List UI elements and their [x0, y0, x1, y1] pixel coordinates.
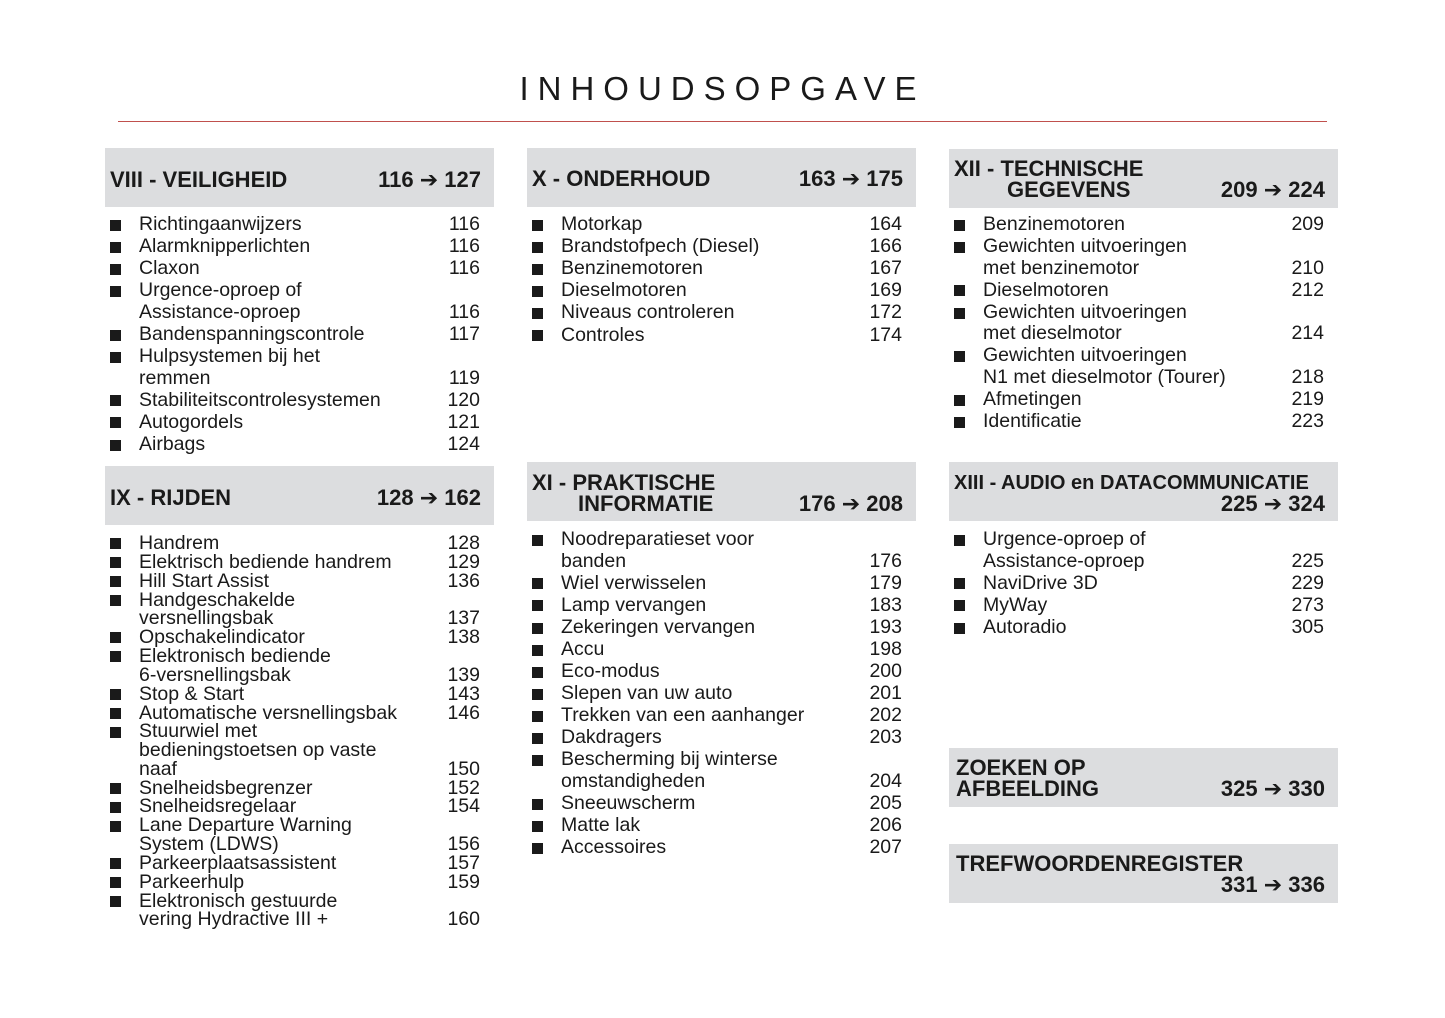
- list-item[interactable]: [532, 325, 902, 347]
- arrow-right-icon: ➔: [841, 491, 861, 516]
- entry-page: 143: [447, 682, 480, 705]
- entry-label: Urgence-oproep of: [139, 279, 302, 302]
- list-item[interactable]: [110, 346, 480, 389]
- entry-label: Sneeuwscherm: [561, 792, 696, 814]
- section-title: VIII - VEILIGHEID: [110, 167, 288, 192]
- entry-page: 129: [447, 550, 480, 573]
- bullet-square-icon: [532, 308, 543, 319]
- range-end: 162: [444, 485, 481, 510]
- entry-page: 205: [869, 792, 902, 814]
- range-start: 128: [376, 485, 414, 510]
- bullet-square-icon: [110, 595, 121, 606]
- entry-page: 212: [1291, 278, 1324, 301]
- entry-label: Identificatie: [983, 410, 1082, 433]
- list-item[interactable]: [532, 595, 902, 617]
- list-item[interactable]: [954, 617, 1324, 639]
- section-title: TREFWOORDENREGISTER: [956, 851, 1244, 876]
- entry-page: 225: [1291, 549, 1324, 572]
- entry-label: naaf: [139, 757, 177, 780]
- entry-label: bedieningstoetsen op vaste: [139, 738, 377, 761]
- list-item[interactable]: [110, 682, 480, 705]
- entry-page: 152: [447, 776, 480, 799]
- bullet-square-icon: [532, 242, 543, 253]
- list-item[interactable]: [532, 705, 902, 727]
- list-item[interactable]: [954, 573, 1324, 595]
- entry-page: 174: [869, 323, 902, 346]
- entry-label: Lane Departure Warning: [139, 814, 352, 837]
- entry-page: 167: [869, 257, 902, 280]
- range-end: 175: [866, 166, 903, 191]
- list-item[interactable]: [110, 797, 480, 816]
- section-title: INFORMATIE: [578, 491, 714, 516]
- list-item[interactable]: [532, 573, 902, 595]
- list-item[interactable]: [110, 534, 480, 553]
- bullet-square-icon: [110, 632, 121, 643]
- entry-label: Benzinemotoren: [561, 257, 704, 280]
- entry-label: Handgeschakelde: [139, 588, 296, 611]
- entry-label: Zekeringen vervangen: [561, 615, 756, 638]
- entry-label: Dakdragers: [561, 726, 662, 749]
- entry-page: 223: [1291, 410, 1324, 433]
- list-item[interactable]: [532, 749, 902, 792]
- list-item[interactable]: [954, 236, 1324, 279]
- list-item[interactable]: [954, 214, 1324, 236]
- bullet-square-icon: [954, 285, 965, 296]
- entry-page: 207: [869, 836, 902, 859]
- range-start: 209: [1220, 177, 1258, 202]
- entry-page: 139: [447, 663, 480, 686]
- list-item[interactable]: [954, 345, 1324, 388]
- bullet-square-icon: [110, 576, 121, 587]
- entry-page: 204: [869, 769, 902, 792]
- bullet-square-icon: [110, 802, 121, 813]
- list-item[interactable]: [110, 851, 480, 874]
- bullet-square-icon: [532, 689, 543, 700]
- entry-label: Lamp vervangen: [561, 593, 707, 616]
- list-item[interactable]: [954, 529, 1324, 572]
- bullet-square-icon: [954, 578, 965, 589]
- entry-label: Airbags: [139, 432, 206, 455]
- list-item[interactable]: [110, 280, 480, 323]
- list-item[interactable]: [110, 236, 480, 258]
- arrow-right-icon: ➔: [419, 485, 439, 510]
- bullet-square-icon: [532, 667, 543, 678]
- list-item[interactable]: [532, 236, 902, 258]
- entry-label: Benzinemotoren: [983, 213, 1126, 235]
- section-title: AFBEELDING: [956, 776, 1099, 801]
- entry-label: Claxon: [139, 257, 200, 280]
- range-start: 331: [1220, 872, 1258, 897]
- bullet-square-icon: [532, 220, 543, 231]
- entry-label: N1 met dieselmotor (Tourer): [983, 365, 1226, 388]
- bullet-square-icon: [110, 395, 121, 406]
- entry-label: Elektronisch bediende: [139, 645, 331, 668]
- section-header-xi[interactable]: [527, 462, 916, 521]
- entry-page: 209: [1291, 213, 1324, 235]
- entry-label: versnellingsbak: [139, 607, 274, 630]
- list-item[interactable]: [110, 647, 480, 684]
- entry-page: 176: [869, 549, 902, 572]
- list-item[interactable]: [110, 588, 480, 630]
- list-item[interactable]: [110, 258, 480, 280]
- entry-page: 160: [447, 908, 480, 931]
- list-item[interactable]: [532, 529, 902, 572]
- section-title: IX - RIJDEN: [110, 485, 232, 510]
- list-item[interactable]: [532, 793, 902, 815]
- list-item[interactable]: [532, 639, 902, 661]
- bullet-square-icon: [110, 689, 121, 700]
- bullet-square-icon: [532, 578, 543, 589]
- range-end: 324: [1288, 491, 1325, 516]
- entry-page: 150: [447, 757, 480, 780]
- entry-label: Gewichten uitvoeringen: [983, 344, 1187, 367]
- section-header-xiii[interactable]: [949, 462, 1338, 521]
- list-item[interactable]: [110, 214, 480, 236]
- entry-page: 214: [1291, 322, 1324, 345]
- entry-page: 198: [869, 637, 902, 660]
- entry-label: Opschakelindicator: [139, 626, 305, 649]
- section-header-trefwoorden[interactable]: [949, 844, 1338, 903]
- list-item[interactable]: [110, 776, 480, 799]
- bullet-square-icon: [532, 645, 543, 656]
- list-item[interactable]: [110, 550, 480, 573]
- section-header-xii[interactable]: [949, 149, 1338, 208]
- section-page-range: [377, 487, 481, 509]
- bullet-square-icon: [532, 711, 543, 722]
- list-item[interactable]: [954, 389, 1324, 411]
- list-item[interactable]: [532, 815, 902, 837]
- section-page-range: [1221, 179, 1325, 201]
- entry-label: vering Hydractive III +: [139, 908, 329, 931]
- bullet-square-icon: [110, 858, 121, 869]
- range-start: 163: [798, 166, 836, 191]
- entry-label: Brandstofpech (Diesel): [561, 235, 760, 258]
- entry-page: 119: [448, 366, 480, 389]
- page-title: INHOUDSOPGAVE: [519, 70, 926, 107]
- entry-label: omstandigheden: [561, 769, 706, 792]
- bullet-square-icon: [110, 727, 121, 738]
- entry-page: 120: [447, 388, 480, 411]
- title-divider: [118, 121, 1327, 122]
- entry-label: Parkeerplaatsassistent: [139, 851, 337, 874]
- entry-page: 305: [1291, 615, 1324, 638]
- bullet-square-icon: [110, 821, 121, 832]
- list-item[interactable]: [532, 258, 902, 280]
- entry-label: Autogordels: [139, 410, 244, 433]
- entry-page: 116: [448, 300, 480, 323]
- entry-label: Assistance-oproep: [139, 300, 301, 323]
- bullet-square-icon: [954, 308, 965, 319]
- bullet-square-icon: [954, 417, 965, 428]
- entry-label: Hulpsystemen bij het: [139, 345, 321, 367]
- entry-label: remmen: [139, 366, 211, 389]
- section-page-range: [378, 169, 481, 191]
- entry-label: System (LDWS): [139, 832, 279, 855]
- entry-page: 183: [869, 593, 902, 616]
- section-page-range: [799, 493, 903, 515]
- list-item[interactable]: [532, 302, 902, 324]
- entry-page: 210: [1291, 256, 1324, 279]
- range-start: 176: [798, 491, 836, 516]
- list-item[interactable]: [110, 434, 480, 456]
- section-title: X - ONDERHOUD: [532, 166, 711, 191]
- bullet-square-icon: [110, 440, 121, 451]
- bullet-square-icon: [110, 220, 121, 231]
- section-page-range: [1221, 493, 1325, 515]
- entry-page: 169: [869, 279, 902, 302]
- entry-page: 166: [869, 235, 902, 258]
- entry-label: Dieselmotoren: [561, 279, 687, 302]
- list-item[interactable]: [954, 280, 1324, 302]
- entry-label: met dieselmotor: [983, 322, 1122, 345]
- entry-label: MyWay: [983, 593, 1048, 616]
- range-end: 208: [866, 491, 903, 516]
- section-header-zoeken[interactable]: [949, 748, 1338, 807]
- entry-label: Accessoires: [561, 836, 667, 859]
- entry-label: Accu: [561, 637, 605, 660]
- entry-label: Slepen van uw auto: [561, 682, 733, 705]
- list-item[interactable]: [532, 727, 902, 749]
- range-start: 325: [1220, 776, 1258, 801]
- section-header-ix[interactable]: [105, 466, 494, 525]
- bullet-square-icon: [954, 623, 965, 634]
- entry-label: Richtingaanwijzers: [139, 213, 302, 235]
- list-item[interactable]: [954, 411, 1324, 433]
- arrow-right-icon: ➔: [1263, 491, 1283, 516]
- list-item[interactable]: [532, 661, 902, 683]
- bullet-square-icon: [532, 755, 543, 766]
- entry-page: 219: [1291, 388, 1324, 410]
- entry-label: NaviDrive 3D: [983, 571, 1098, 594]
- list-item[interactable]: [110, 816, 480, 853]
- entry-page: 273: [1291, 593, 1324, 616]
- list-item[interactable]: [532, 837, 902, 859]
- section-header-x[interactable]: [527, 148, 916, 207]
- entry-label: Hill Start Assist: [139, 569, 270, 592]
- list-item[interactable]: [110, 722, 480, 778]
- entry-page: 179: [869, 571, 902, 594]
- entry-label: Stop & Start: [139, 682, 245, 705]
- entry-label: Assistance-oproep: [983, 549, 1145, 572]
- arrow-right-icon: ➔: [1263, 177, 1283, 202]
- bullet-square-icon: [532, 535, 543, 546]
- entry-label: Niveaus controleren: [561, 301, 735, 324]
- bullet-square-icon: [110, 242, 121, 253]
- list-item[interactable]: [110, 701, 480, 724]
- bullet-square-icon: [110, 417, 121, 428]
- bullet-square-icon: [954, 600, 965, 611]
- entry-label: Gewichten uitvoeringen: [983, 300, 1187, 323]
- entry-page: 136: [447, 569, 480, 592]
- entry-page: 202: [869, 704, 902, 727]
- bullet-square-icon: [110, 877, 121, 888]
- bullet-square-icon: [532, 264, 543, 275]
- list-item[interactable]: [532, 617, 902, 639]
- entry-page: 157: [447, 851, 480, 874]
- entry-page: 116: [448, 257, 480, 280]
- list-item[interactable]: [110, 889, 480, 931]
- entry-page: 206: [869, 814, 902, 837]
- entry-page: 116: [448, 213, 480, 235]
- list-item[interactable]: [110, 324, 480, 346]
- entry-label: Matte lak: [561, 814, 641, 837]
- bullet-square-icon: [532, 330, 543, 341]
- entry-label: Elektrisch bediende handrem: [139, 550, 392, 573]
- bullet-square-icon: [532, 843, 543, 854]
- entry-label: Automatische versnellingsbak: [139, 701, 397, 724]
- entry-label: Bandenspanningscontrole: [139, 322, 365, 345]
- list-item[interactable]: [110, 390, 480, 412]
- entry-page: 138: [447, 626, 480, 649]
- section-title: XII - TECHNISCHE: [954, 156, 1144, 181]
- entry-page: 124: [447, 432, 480, 455]
- bullet-square-icon: [110, 286, 121, 297]
- entry-label: Afmetingen: [983, 388, 1082, 410]
- entry-label: Urgence-oproep of: [983, 528, 1146, 550]
- entry-page: 146: [447, 701, 480, 724]
- entry-label: Stabiliteitscontrolesystemen: [139, 388, 381, 411]
- list-item[interactable]: [532, 280, 902, 302]
- bullet-square-icon: [532, 821, 543, 832]
- list-item[interactable]: [532, 683, 902, 705]
- section-title: XI - PRAKTISCHE: [532, 470, 716, 495]
- bullet-square-icon: [110, 264, 121, 275]
- bullet-square-icon: [110, 783, 121, 794]
- entry-label: Trekken van een aanhanger: [561, 704, 805, 727]
- range-end: 127: [444, 167, 481, 192]
- entry-label: Stuurwiel met: [139, 720, 258, 743]
- arrow-right-icon: ➔: [841, 166, 861, 191]
- entry-label: Motorkap: [561, 213, 643, 235]
- list-item[interactable]: [110, 628, 480, 647]
- entry-page: 200: [869, 660, 902, 682]
- bullet-square-icon: [110, 708, 121, 719]
- bullet-square-icon: [110, 557, 121, 568]
- entry-label: 6-versnellingsbak: [139, 663, 291, 686]
- entry-page: 159: [447, 870, 480, 893]
- entry-page: 201: [869, 682, 902, 705]
- section-page-range: [1221, 778, 1325, 800]
- entry-label: Wiel verwisselen: [561, 571, 707, 594]
- list-item[interactable]: [954, 595, 1324, 617]
- entry-page: 156: [447, 832, 480, 855]
- entry-page: 172: [869, 301, 902, 324]
- range-end: 224: [1288, 177, 1325, 202]
- list-item[interactable]: [110, 870, 480, 893]
- entry-label: Noodreparatieset voor: [561, 528, 754, 550]
- section-page-range: [799, 168, 903, 190]
- bullet-square-icon: [532, 286, 543, 297]
- bullet-square-icon: [532, 733, 543, 744]
- entry-page: 116: [448, 235, 480, 258]
- entry-page: 218: [1291, 365, 1324, 388]
- entry-label: Snelheidsregelaar: [139, 795, 297, 818]
- bullet-square-icon: [954, 535, 965, 546]
- bullet-square-icon: [532, 623, 543, 634]
- entry-label: Gewichten uitvoeringen: [983, 235, 1187, 258]
- list-item[interactable]: [110, 412, 480, 434]
- entry-page: 117: [448, 322, 480, 345]
- list-item[interactable]: [110, 569, 480, 592]
- section-title: GEGEVENS: [1007, 177, 1131, 202]
- range-start: 225: [1220, 491, 1258, 516]
- arrow-right-icon: ➔: [1263, 776, 1283, 801]
- entry-page: 229: [1291, 571, 1324, 594]
- bullet-square-icon: [954, 351, 965, 362]
- list-item[interactable]: [532, 214, 902, 236]
- entry-label: Handrem: [139, 532, 220, 554]
- entry-label: Autoradio: [983, 615, 1067, 638]
- list-item[interactable]: [954, 302, 1324, 345]
- entry-label: Snelheidsbegrenzer: [139, 776, 313, 799]
- entry-page: 121: [447, 410, 480, 433]
- entry-label: Dieselmotoren: [983, 278, 1109, 301]
- bullet-square-icon: [532, 600, 543, 611]
- arrow-right-icon: ➔: [1263, 872, 1283, 897]
- range-end: 330: [1288, 776, 1325, 801]
- entry-page: 154: [447, 795, 480, 818]
- entry-label: Bescherming bij winterse: [561, 748, 778, 771]
- entry-label: Elektronisch gestuurde: [139, 889, 338, 912]
- bullet-square-icon: [954, 395, 965, 406]
- section-header-viii[interactable]: [105, 148, 494, 207]
- entry-label: Parkeerhulp: [139, 870, 245, 893]
- bullet-square-icon: [110, 651, 121, 662]
- range-start: 116: [378, 167, 414, 192]
- entry-label: Eco-modus: [561, 660, 660, 682]
- entry-label: met benzinemotor: [983, 256, 1140, 279]
- entry-label: Alarmknipperlichten: [139, 235, 311, 258]
- range-end: 336: [1288, 872, 1325, 897]
- entry-page: 137: [447, 607, 480, 630]
- bullet-square-icon: [954, 242, 965, 253]
- entry-page: 164: [869, 213, 902, 235]
- section-title: ZOEKEN OP: [956, 755, 1086, 780]
- section-title: XIII - AUDIO en DATACOMMUNICATIE: [954, 472, 1309, 494]
- arrow-right-icon: ➔: [419, 167, 439, 192]
- section-page-range: [1221, 874, 1325, 896]
- bullet-square-icon: [110, 352, 121, 363]
- bullet-square-icon: [110, 330, 121, 341]
- bullet-square-icon: [954, 220, 965, 231]
- entry-page: 203: [869, 726, 902, 749]
- bullet-square-icon: [110, 538, 121, 549]
- bullet-square-icon: [110, 896, 121, 907]
- entry-page: 193: [869, 615, 902, 638]
- entry-label: banden: [561, 549, 627, 572]
- entry-label: Controles: [561, 323, 645, 346]
- bullet-square-icon: [532, 799, 543, 810]
- entry-page: 128: [447, 532, 480, 554]
